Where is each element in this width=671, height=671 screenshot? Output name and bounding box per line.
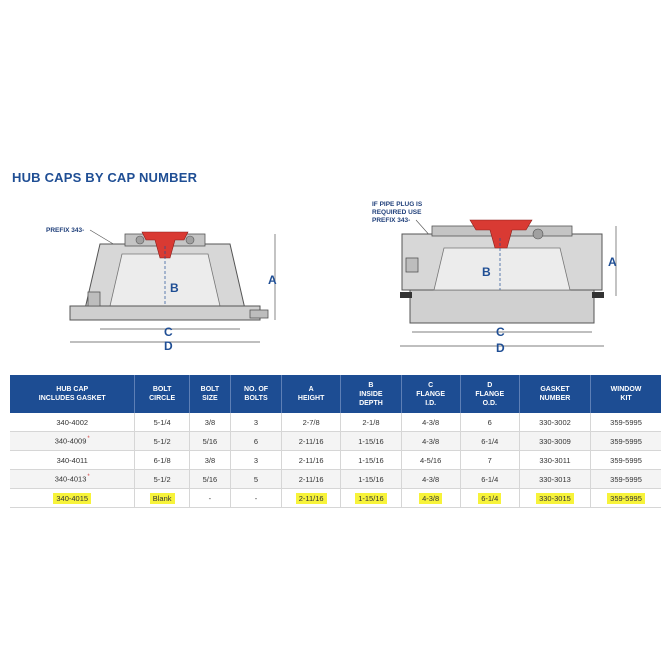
cell-value: 2-11/16 bbox=[298, 436, 324, 446]
table-cell bbox=[519, 470, 590, 489]
header-a-height: A HEIGHT bbox=[282, 375, 341, 413]
table-header-row bbox=[10, 375, 661, 413]
table-cell bbox=[10, 432, 135, 451]
cell-value: 359-5995 bbox=[610, 436, 642, 446]
cell-value: 2-1/8 bbox=[362, 417, 380, 427]
cell-value: - bbox=[254, 493, 258, 503]
cell-value: 5/16 bbox=[202, 436, 218, 446]
table-cell bbox=[591, 489, 661, 508]
table-cell bbox=[341, 451, 401, 470]
cell-value: 3/8 bbox=[204, 455, 216, 465]
table-cell bbox=[282, 432, 341, 451]
page-title: HUB CAPS BY CAP NUMBER bbox=[12, 170, 198, 185]
table-cell bbox=[231, 451, 282, 470]
table-row bbox=[10, 470, 661, 489]
table-cell bbox=[189, 413, 230, 432]
cell-value: 6-1/4 bbox=[478, 493, 501, 504]
dim-c-label: C bbox=[164, 325, 173, 339]
cell-value: 6-1/8 bbox=[153, 455, 171, 465]
table-cell bbox=[231, 470, 282, 489]
table-row bbox=[10, 489, 661, 508]
table-cell bbox=[189, 489, 230, 508]
table-cell bbox=[135, 432, 189, 451]
header-d-flange-od: D FLANGE O.D. bbox=[460, 375, 519, 413]
header-no-of-bolts: NO. OF BOLTS bbox=[231, 375, 282, 413]
prefix-label: PREFIX 343- bbox=[46, 227, 85, 234]
table-cell bbox=[231, 413, 282, 432]
pipe-plug-note-line-1: IF PIPE PLUG IS bbox=[372, 201, 423, 208]
cell-value: 330-3002 bbox=[539, 417, 571, 427]
table-cell bbox=[591, 413, 661, 432]
table-cell bbox=[10, 470, 135, 489]
cell-value: 4-3/8 bbox=[422, 417, 440, 427]
dim-b-label: B bbox=[170, 281, 179, 295]
table-cell bbox=[282, 413, 341, 432]
cell-value: 3/8 bbox=[204, 417, 216, 427]
table-cell bbox=[460, 470, 519, 489]
pipe-plug-note-line-2: REQUIRED USE bbox=[372, 209, 422, 216]
table-cell bbox=[135, 470, 189, 489]
dim-a-label: A bbox=[268, 273, 277, 287]
table-cell bbox=[401, 413, 460, 432]
header-bolt-circle: BOLT CIRCLE bbox=[135, 375, 189, 413]
dim-b-label: B bbox=[482, 265, 491, 279]
cell-value: 1-15/16 bbox=[358, 455, 384, 465]
cell-value: 3 bbox=[253, 417, 259, 427]
cell-value: 359-5995 bbox=[610, 474, 642, 484]
cell-value: 7 bbox=[487, 455, 492, 465]
dim-a-label: A bbox=[608, 255, 617, 269]
cell-value: 4-3/8 bbox=[422, 474, 440, 484]
table-cell bbox=[401, 451, 460, 470]
table-cell bbox=[591, 451, 661, 470]
cell-value: 359-5995 bbox=[610, 455, 642, 465]
cell-value: 359-5995 bbox=[607, 493, 645, 504]
table-cell bbox=[189, 451, 230, 470]
cell-value: 1-15/16 bbox=[358, 474, 384, 484]
table-cell bbox=[135, 489, 189, 508]
table-cell bbox=[189, 470, 230, 489]
cell-value: 6 bbox=[253, 436, 259, 446]
cell-value: 5 bbox=[253, 474, 259, 484]
hub-cap-diagram-left bbox=[40, 214, 290, 354]
table-row bbox=[10, 451, 661, 470]
cell-value: 340-4009 bbox=[54, 436, 87, 446]
cell-value: 5-1/2 bbox=[153, 436, 171, 446]
dim-c-label: C bbox=[496, 325, 505, 339]
table-cell bbox=[460, 489, 519, 508]
table-cell bbox=[282, 451, 341, 470]
table-cell bbox=[341, 470, 401, 489]
table-cell bbox=[519, 451, 590, 470]
table-cell bbox=[10, 451, 135, 470]
table-cell bbox=[341, 432, 401, 451]
dim-d-label: D bbox=[496, 341, 505, 354]
pipe-plug-note-line-3: PREFIX 343- bbox=[372, 217, 411, 224]
cell-value: 340-4013 bbox=[54, 474, 87, 484]
table-cell bbox=[460, 432, 519, 451]
cell-value: 4-3/8 bbox=[419, 493, 442, 504]
cell-value: - bbox=[208, 493, 212, 503]
table-cell bbox=[282, 470, 341, 489]
table-cell bbox=[401, 470, 460, 489]
table-cell bbox=[591, 432, 661, 451]
table-cell bbox=[591, 470, 661, 489]
cell-value: 340-4011 bbox=[56, 455, 88, 465]
pipe-plug-icon bbox=[406, 258, 418, 272]
hub-cap-spec-table bbox=[10, 375, 661, 508]
dim-d-label: D bbox=[164, 339, 173, 353]
table-cell bbox=[341, 413, 401, 432]
cell-value: Blank bbox=[150, 493, 175, 504]
table-cell bbox=[341, 489, 401, 508]
header-gasket-number: GASKET NUMBER bbox=[519, 375, 590, 413]
table-cell bbox=[401, 432, 460, 451]
header-hub-cap: HUB CAP INCLUDES GASKET bbox=[10, 375, 135, 413]
cell-value: 359-5995 bbox=[610, 417, 642, 427]
cell-value: 340-4002 bbox=[56, 417, 89, 427]
table-cell bbox=[519, 432, 590, 451]
table-cell bbox=[231, 489, 282, 508]
cell-value: 340-4015 bbox=[53, 493, 91, 504]
table-cell bbox=[519, 489, 590, 508]
cell-value: 5-1/4 bbox=[153, 417, 171, 427]
table-cell bbox=[189, 432, 230, 451]
cell-value: 5/16 bbox=[202, 474, 218, 484]
cell-value: 3 bbox=[253, 455, 259, 465]
table-cell bbox=[10, 413, 135, 432]
cell-value: 5-1/2 bbox=[153, 474, 171, 484]
hub-cap-diagram-right bbox=[372, 198, 632, 354]
cell-value: 4-3/8 bbox=[422, 436, 440, 446]
header-b-inside-depth: B INSIDE DEPTH bbox=[341, 375, 401, 413]
header-bolt-size: BOLT SIZE bbox=[189, 375, 230, 413]
table-cell bbox=[460, 451, 519, 470]
table-cell bbox=[519, 413, 590, 432]
table-row bbox=[10, 413, 661, 432]
cell-value: 4-5/16 bbox=[420, 455, 442, 465]
pipe-plug-icon bbox=[88, 292, 100, 306]
table-cell bbox=[282, 489, 341, 508]
cell-value: 2-11/16 bbox=[296, 493, 327, 504]
table-body bbox=[10, 413, 661, 508]
header-window-kit: WINDOW KIT bbox=[591, 375, 661, 413]
cell-value: 330-3013 bbox=[539, 474, 571, 484]
table-cell bbox=[10, 489, 135, 508]
cell-value: 6-1/4 bbox=[481, 474, 499, 484]
cell-value: 6-1/4 bbox=[481, 436, 499, 446]
cell-value: 330-3011 bbox=[539, 455, 571, 465]
cell-value: 6 bbox=[487, 417, 492, 427]
cell-value: 330-3015 bbox=[536, 493, 574, 504]
cell-value: 2-7/8 bbox=[302, 417, 320, 427]
cell-value: 330-3009 bbox=[539, 436, 571, 446]
table-cell bbox=[135, 413, 189, 432]
table-cell bbox=[460, 413, 519, 432]
table-cell bbox=[401, 489, 460, 508]
table-cell bbox=[231, 432, 282, 451]
table-row bbox=[10, 432, 661, 451]
cell-value: 1-15/16 bbox=[358, 436, 384, 446]
footnote-marker: * bbox=[87, 436, 90, 443]
cell-value: 2-11/16 bbox=[298, 455, 324, 465]
header-c-flange-id: C FLANGE I.D. bbox=[401, 375, 460, 413]
table-cell bbox=[135, 451, 189, 470]
cell-value: 2-11/16 bbox=[298, 474, 324, 484]
footnote-marker: * bbox=[87, 474, 90, 481]
cell-value: 1-15/16 bbox=[355, 493, 386, 504]
